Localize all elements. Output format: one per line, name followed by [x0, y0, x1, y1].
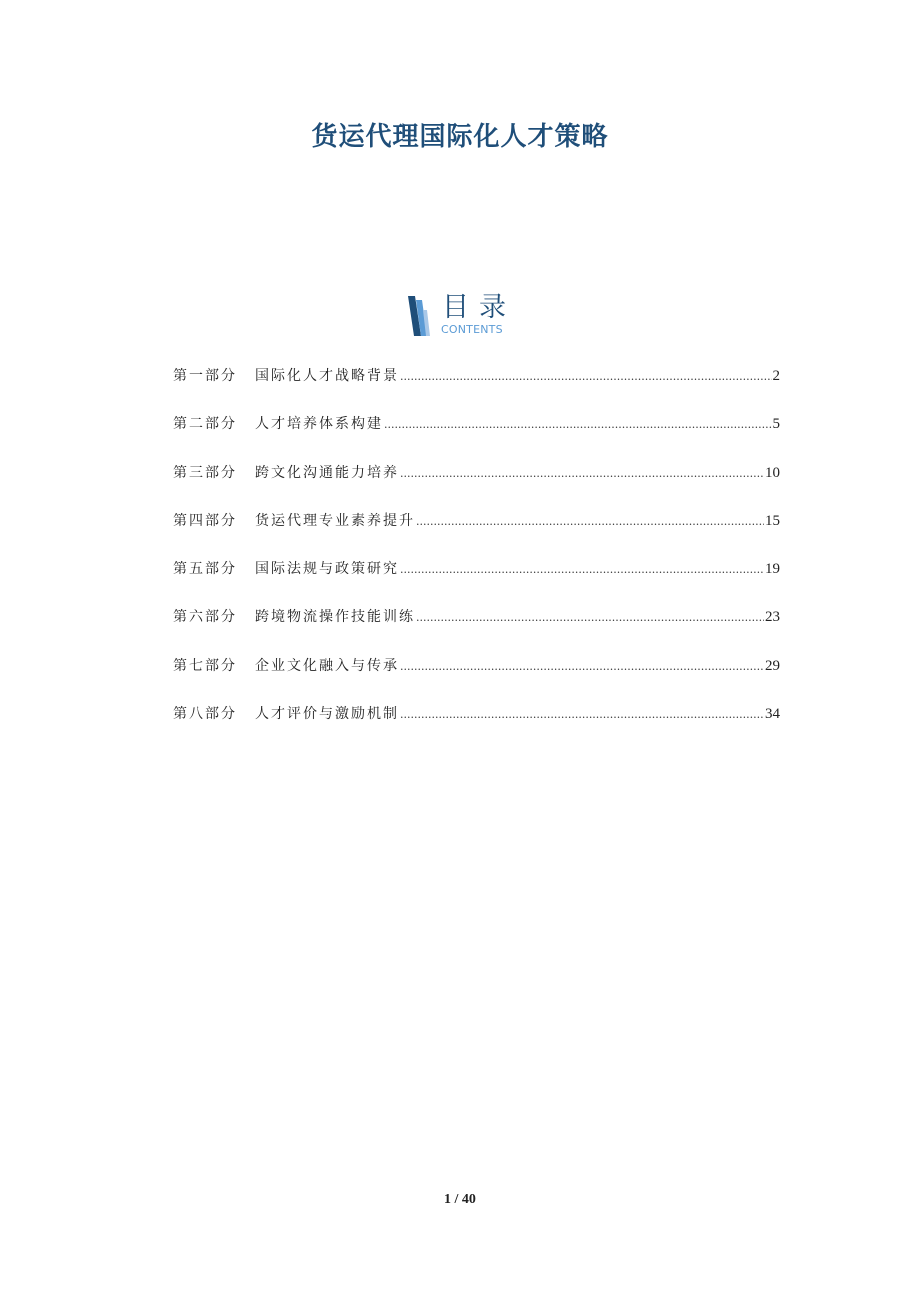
toc-leader-dots	[400, 464, 764, 484]
toc-leader-dots	[384, 415, 772, 435]
toc-entry[interactable]	[173, 607, 780, 655]
toc-entry-page: 5	[772, 416, 780, 433]
toc-entry-part: 第一部分	[173, 368, 237, 384]
toc-entry-page: 23	[765, 609, 780, 626]
toc-heading-title: 目录	[442, 292, 516, 323]
toc-heading	[406, 292, 526, 340]
toc-entry-title: 企业文化融入与传承	[255, 657, 399, 674]
toc-entry-page: 2	[772, 368, 780, 384]
toc-entry[interactable]	[173, 559, 780, 607]
toc-entry[interactable]	[173, 366, 780, 414]
toc-entry-title: 国际化人才战略背景	[255, 368, 399, 384]
toc-entry-title: 人才评价与激励机制	[255, 706, 399, 723]
toc-entry[interactable]	[173, 463, 780, 511]
toc-entry-part: 第三部分	[173, 464, 237, 481]
document-title: 货运代理国际化人才策略	[311, 122, 609, 152]
toc-entry-title: 人才培养体系构建	[255, 416, 383, 433]
toc-entry-title: 货运代理专业素养提升	[255, 512, 415, 529]
toc-leader-dots	[400, 657, 764, 677]
toc-entry[interactable]	[173, 414, 780, 462]
toc-entry-title: 跨境物流操作技能训练	[255, 609, 415, 626]
toc-leader-dots	[400, 367, 772, 387]
toc-entry-page: 15	[765, 512, 780, 529]
toc-entry-page: 29	[765, 657, 780, 674]
toc-entry-page: 10	[765, 464, 780, 481]
toc-entry-part: 第六部分	[173, 609, 237, 626]
toc-heading-subtitle: CONTENTS	[441, 323, 503, 336]
toc-leader-dots	[400, 705, 764, 725]
toc-entry-page: 19	[765, 561, 780, 578]
toc-entry[interactable]	[173, 704, 780, 752]
toc-entry[interactable]	[173, 511, 780, 559]
toc-entry-part: 第四部分	[173, 512, 237, 529]
toc-entry-part: 第二部分	[173, 416, 237, 433]
page-indicator: 1 / 40	[444, 1192, 476, 1207]
toc-list	[173, 366, 780, 752]
toc-entry-part: 第五部分	[173, 561, 237, 578]
toc-leader-dots	[416, 512, 764, 532]
toc-entry-part: 第八部分	[173, 706, 237, 723]
document-stripes-icon	[406, 296, 430, 336]
toc-entry[interactable]	[173, 656, 780, 704]
toc-entry-title: 跨文化沟通能力培养	[255, 464, 399, 481]
toc-leader-dots	[416, 608, 764, 628]
toc-entry-title: 国际法规与政策研究	[255, 561, 399, 578]
toc-leader-dots	[400, 560, 764, 580]
toc-entry-page: 34	[765, 706, 780, 723]
toc-entry-part: 第七部分	[173, 657, 237, 674]
